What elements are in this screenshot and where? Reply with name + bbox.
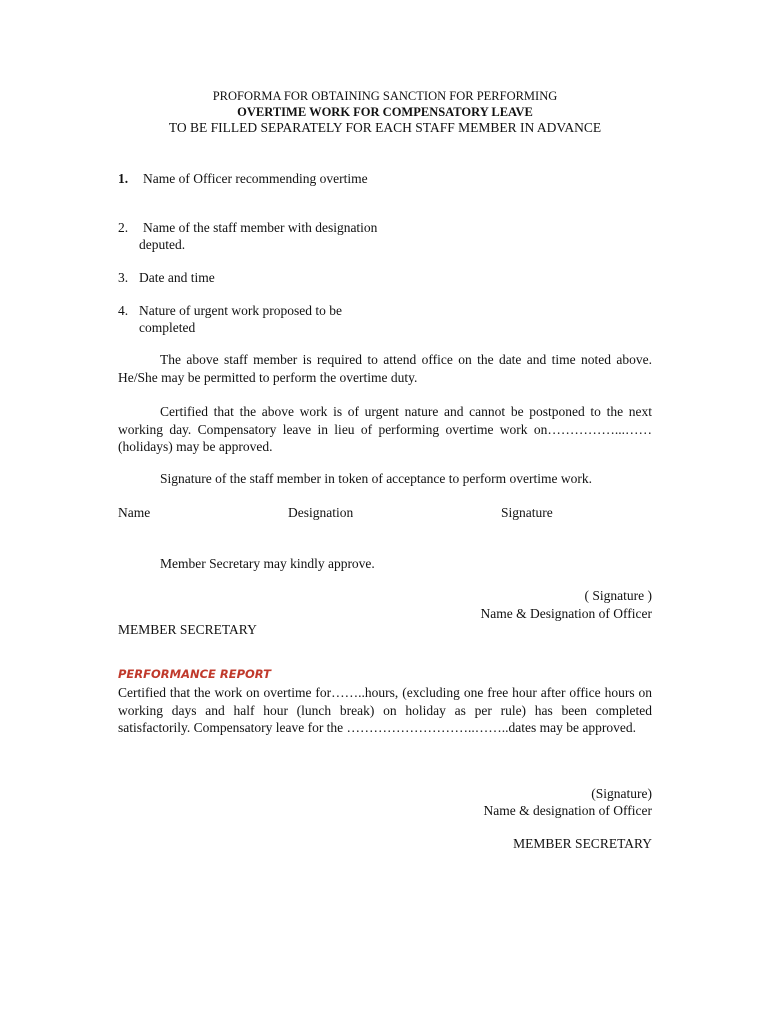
field-name-label: Name	[118, 505, 151, 520]
paragraph-signature-acceptance-text: Signature of the staff member in token of acceptance to perform overtime work.	[160, 471, 592, 486]
performance-signature: (Signature)	[591, 786, 652, 801]
paragraph-signature-acceptance	[118, 470, 652, 488]
header-line-2: OVERTIME WORK FOR COMPENSATORY LEAVE	[237, 105, 533, 119]
performance-report-text: Certified that the work on overtime for……..hours, (excluding one free hour after office hours on working days and half hour (lunch break) on holiday as per rule) has been completed satisfactorily. Compensatory leave for the ………………………..……..dates may be approved.	[118, 685, 652, 735]
item-4-label: Nature of urgent work proposed to be	[139, 303, 342, 318]
field-signature-label: Signature	[501, 505, 553, 520]
header-line-3: TO BE FILLED SEPARATELY FOR EACH STAFF MEMBER IN ADVANCE	[168, 120, 602, 135]
paragraph-attend-office-text: The above staff member is required to attend office on the date and time noted above. He/She may be permitted to perform the overtime duty.	[118, 352, 652, 385]
performance-member-secretary: MEMBER SECRETARY	[513, 836, 652, 851]
item-1-number: 1.	[118, 171, 129, 186]
approval-member-secretary: MEMBER SECRETARY	[118, 622, 257, 637]
item-2-label-cont: deputed.	[139, 237, 186, 252]
header-line-1: PROFORMA FOR OBTAINING SANCTION FOR PERFORMING	[212, 89, 558, 103]
paragraph-certified-urgent	[118, 403, 652, 456]
item-2-number: 2.	[118, 220, 129, 235]
item-1-label: Name of Officer recommending overtime	[143, 171, 368, 186]
item-4-number: 4.	[118, 303, 129, 318]
performance-report-title: PERFORMANCE REPORT	[118, 667, 271, 681]
paragraph-attend-office	[118, 351, 652, 386]
item-4-label-cont: completed	[139, 320, 196, 335]
item-3-label: Date and time	[139, 270, 215, 285]
item-2-label: Name of the staff member with designation	[143, 220, 378, 235]
item-3-number: 3.	[118, 270, 129, 285]
field-designation-label: Designation	[288, 505, 354, 520]
paragraph-certified-urgent-text: Certified that the above work is of urgent nature and cannot be postponed to the next working day. Compensatory leave in lieu of performing overtime work on……………...…… (holidays) may be approved.	[118, 404, 652, 454]
approval-signature: ( Signature )	[584, 588, 652, 603]
performance-officer: Name & designation of Officer	[483, 803, 652, 818]
approval-request: Member Secretary may kindly approve.	[160, 556, 375, 571]
approval-officer: Name & Designation of Officer	[480, 606, 652, 621]
